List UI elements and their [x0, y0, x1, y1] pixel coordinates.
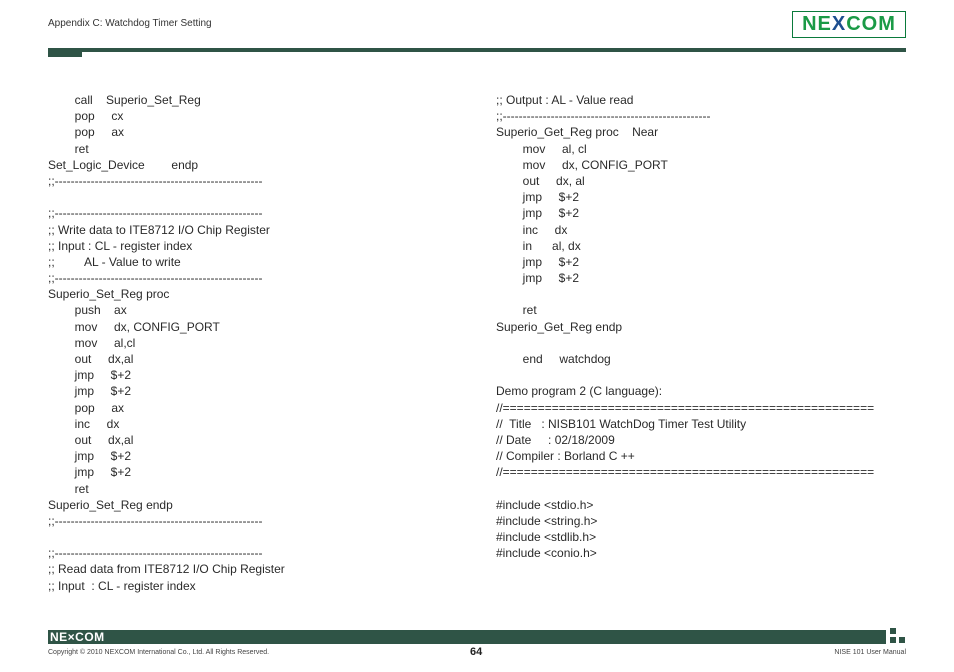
code-line: #include <string.h> [496, 513, 598, 528]
code-line: call Superio_Set_Reg [48, 93, 201, 107]
code-line: ;; Input : CL - register index [48, 238, 193, 253]
code-line: inc dx [48, 416, 120, 431]
footer-square-icon [899, 637, 905, 643]
right-code-column [496, 92, 916, 561]
code-line: Superio_Get_Reg proc Near [496, 125, 659, 140]
footer-logo: NE×COM [50, 630, 105, 644]
code-line: #include <conio.h> [496, 546, 597, 561]
code-line: end watchdog [496, 352, 611, 366]
code-line: Demo program 2 (C language): [496, 384, 663, 399]
code-line: mov dx, CONFIG_PORT [48, 319, 220, 334]
code-line: jmp $+2 [496, 254, 580, 269]
header-accent-block [48, 48, 82, 57]
code-line: pop cx [48, 109, 124, 124]
code-line: pop ax [48, 125, 125, 140]
code-line: #include <stdlib.h> [496, 530, 597, 545]
code-line: out dx, al [496, 173, 585, 188]
manual-name: NISE 101 User Manual [834, 649, 906, 656]
code-line: mov dx, CONFIG_PORT [496, 157, 668, 172]
code-line [496, 481, 916, 497]
footer-square-icon [890, 628, 896, 634]
code-line: Superio_Set_Reg endp [48, 497, 173, 512]
code-line: ;; Input : CL - register index [48, 578, 196, 593]
code-line: ;; Write data to ITE8712 I/O Chip Register [48, 222, 270, 237]
code-line: // Date : 02/18/2009 [496, 432, 615, 447]
code-line: out dx,al [48, 352, 134, 366]
nexcom-logo [792, 11, 906, 38]
code-line [496, 335, 916, 351]
copyright-text: Copyright © 2010 NEXCOM International Co., Ltd. All Rights Reserved. [48, 649, 270, 656]
code-line: //===================================================== [496, 465, 875, 480]
code-line: //===================================================== [496, 400, 875, 415]
code-line: Superio_Set_Reg proc [48, 287, 170, 302]
logo-text: NEXCOM [802, 13, 896, 35]
code-line: Set_Logic_Device endp [48, 157, 199, 172]
footer-square-icon [890, 637, 896, 643]
code-line: // Compiler : Borland C ++ [496, 449, 635, 464]
code-line: #include <stdio.h> [496, 497, 594, 512]
header-rule [48, 48, 906, 52]
code-line: jmp $+2 [48, 465, 132, 480]
code-line: ret [48, 481, 89, 496]
code-line: ;;---------------------------------------------------- [48, 206, 263, 221]
code-line: ;;---------------------------------------------------- [496, 109, 711, 124]
page-header-title: Appendix C: Watchdog Timer Setting [48, 18, 212, 29]
code-line: jmp $+2 [496, 190, 580, 205]
code-line: push ax [48, 303, 127, 318]
code-line: jmp $+2 [48, 368, 132, 383]
code-line: ret [48, 141, 89, 156]
code-line: mov al, cl [496, 141, 587, 156]
code-line: ;; Read data from ITE8712 I/O Chip Register [48, 562, 285, 577]
code-line: ;;---------------------------------------------------- [48, 271, 263, 286]
code-line: out dx,al [48, 432, 134, 447]
code-line [496, 367, 916, 383]
code-line: ret [496, 303, 537, 318]
code-line: in al, dx [496, 238, 581, 253]
code-line: ;;---------------------------------------------------- [48, 513, 263, 528]
code-line: ;; AL - Value to write [48, 254, 181, 269]
footer-bar [48, 630, 886, 644]
left-code-column [48, 92, 468, 594]
code-line: // Title : NISB101 WatchDog Timer Test Utility [496, 416, 747, 431]
code-line: jmp $+2 [48, 449, 132, 464]
code-line: ;;---------------------------------------------------- [48, 546, 263, 561]
code-line: mov al,cl [48, 335, 136, 350]
code-line [48, 529, 468, 545]
code-line: inc dx [496, 222, 568, 237]
code-line [496, 286, 916, 302]
code-line: jmp $+2 [496, 271, 580, 286]
code-line: ;; Output : AL - Value read [496, 93, 634, 107]
code-line: jmp $+2 [496, 206, 580, 221]
code-line: pop ax [48, 400, 125, 415]
page-number: 64 [470, 646, 483, 658]
code-line: ;;---------------------------------------------------- [48, 173, 263, 188]
code-line: jmp $+2 [48, 384, 132, 399]
code-line [48, 189, 468, 205]
code-line: Superio_Get_Reg endp [496, 319, 623, 334]
